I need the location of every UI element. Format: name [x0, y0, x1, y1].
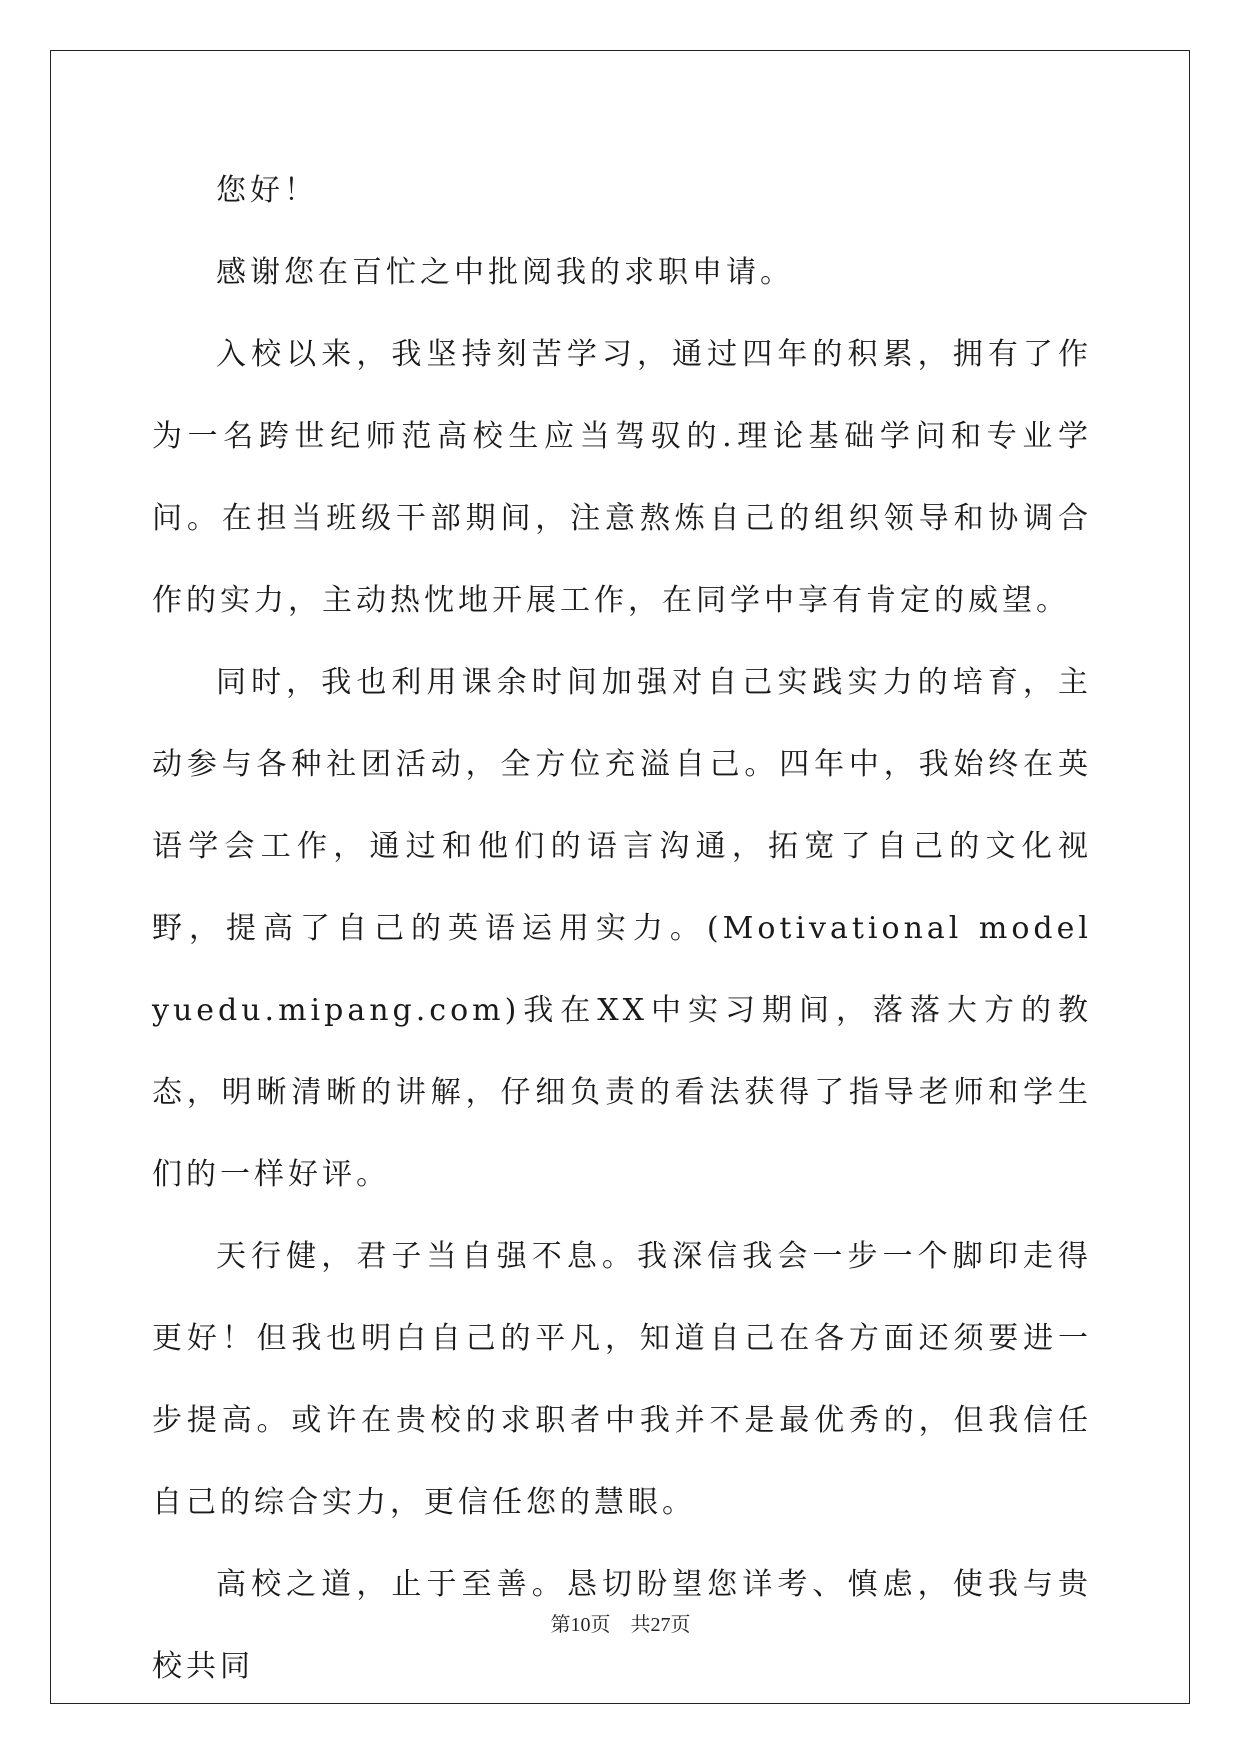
paragraph-confidence: 天行健，君子当自强不息。我深信我会一步一个脚印走得更好！但我也明白自己的平凡，知道自己在各方面还须要进一步提高。或许在贵校的求职者中我并不是最优秀的，但我信任自己的综合实力，更信任您的慧眼。: [152, 1239, 1092, 1520]
page-total: 共27页: [630, 1614, 691, 1636]
page-number: 第10页: [550, 1614, 611, 1636]
paragraph-thanks: 感谢您在百忙之中批阅我的求职申请。: [216, 255, 794, 290]
paragraph-study: 入校以来，我坚持刻苦学习，通过四年的积累，拥有了作为一名跨世纪师范高校生应当驾驭的.理论基础学问和专业学问。在担当班级干部期间，注意熬炼自己的组织领导和协调合作的实力，主动热忱地开展工作，在同学中享有肯定的威望。: [152, 337, 1092, 618]
paragraph-closing: 高校之道，止于至善。恳切盼望您详考、慎虑，使我与贵校共同: [152, 1567, 1092, 1684]
paragraph-greeting: 您好！: [216, 173, 318, 208]
document-body: [152, 150, 1092, 1708]
page-footer: [0, 1608, 1241, 1637]
paragraph-practice: 同时，我也利用课余时间加强对自己实践实力的培育，主动参与各种社团活动，全方位充溢自己。四年中，我始终在英语学会工作，通过和他们的语言沟通，拓宽了自己的文化视野，提高了自己的英语运用实力。(Motivational model yuedu.mipang.com)我在XX中实习期间，落落大方的教态，明晰清晰的讲解，仔细负责的看法获得了指导老师和学生们的一样好评。: [152, 665, 1092, 1192]
